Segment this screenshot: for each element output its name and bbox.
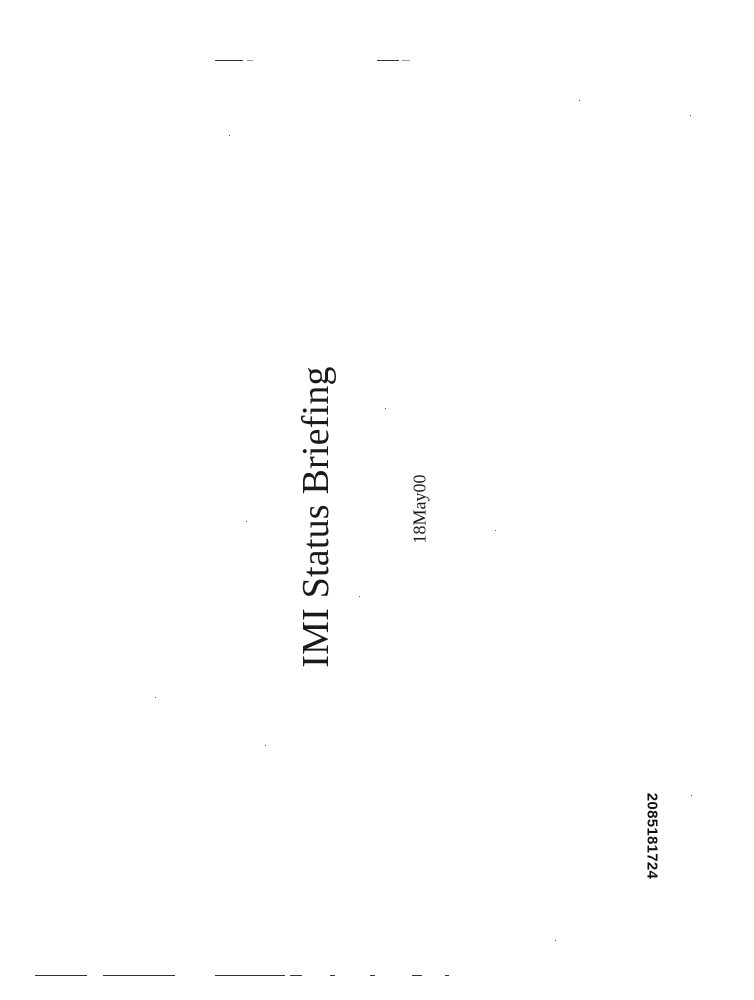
scan-edge-mark: [370, 975, 375, 976]
scan-edge-mark: [402, 60, 410, 61]
scan-speck: [155, 697, 156, 698]
scan-speck: [246, 521, 247, 522]
scan-edge-mark: [215, 60, 243, 61]
scan-edge-mark: [445, 975, 449, 976]
document-number: 2085181724: [643, 792, 661, 880]
scan-speck: [691, 795, 692, 796]
scan-edge-mark: [103, 975, 175, 976]
scan-speck: [265, 745, 266, 746]
scan-edge-mark: [290, 975, 302, 976]
scan-speck: [690, 115, 691, 116]
scan-speck: [579, 100, 580, 101]
scan-edge-mark: [412, 975, 422, 976]
scan-speck: [385, 408, 386, 409]
scan-edge-mark: [215, 975, 285, 976]
document-date: 18May00: [409, 474, 430, 544]
scan-edge-mark: [35, 975, 87, 976]
scan-speck: [495, 530, 496, 531]
scan-speck: [229, 135, 230, 136]
document-title: IMI Status Briefing: [295, 366, 337, 668]
scan-speck: [555, 940, 556, 941]
scan-edge-mark: [247, 60, 253, 61]
scan-edge-mark: [330, 975, 335, 976]
scan-speck: [359, 596, 360, 597]
scan-edge-mark: [377, 60, 399, 61]
